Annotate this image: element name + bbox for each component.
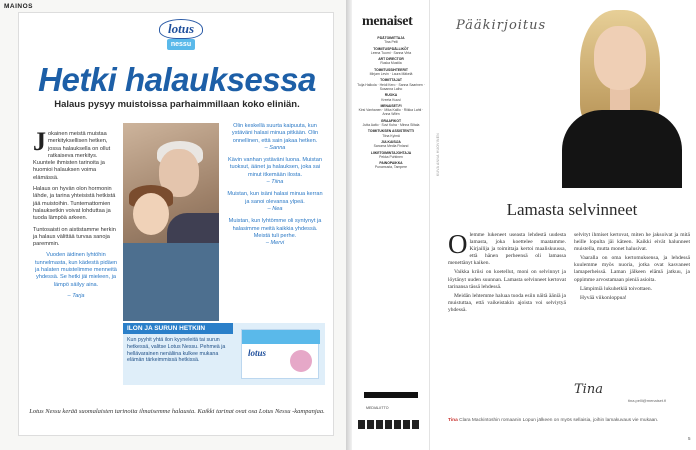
advertisement-page <box>0 0 346 450</box>
testimonial-signature: – Sanna <box>264 144 286 151</box>
ad-label: MAINOS <box>4 3 33 10</box>
staff-role: GRAAFIKOT <box>380 118 402 123</box>
testimonial-text: Muistan, kun lyhtömme oli syntynyt ja halasimme meitä kaikkia yhdessä. Meistä tuli perhe. <box>228 218 322 239</box>
article-paragraph: Hyvää viikonloppua! <box>580 294 627 301</box>
pack-logo: lotus <box>248 348 267 358</box>
ad-testimonials-column <box>225 123 325 252</box>
staff-names: Jutta Aalto · Suvi Kuha · Minna Siltala <box>362 123 420 128</box>
staff-role: JULKAISIJA <box>381 139 401 144</box>
staff-names: Tiina Kylmä <box>382 133 400 138</box>
ad-headline: Hetki halauksessa <box>38 61 316 98</box>
promo-box <box>123 323 325 385</box>
editor-email[interactable]: tina.pelli@menaiset.fi <box>628 398 667 403</box>
staff-role: TOIMITUSPÄÄLLIKÖT <box>373 46 409 51</box>
ad-card <box>18 12 334 436</box>
logo-sub: nessu <box>167 39 195 50</box>
article-dropcap: O <box>448 229 468 259</box>
staff-role: MENAISET.FI <box>380 103 402 108</box>
staff-role: LIIKETOIMINTAJOHTAJA <box>370 150 412 155</box>
testimonial <box>225 123 325 152</box>
image-caption <box>448 418 686 424</box>
staff-role: TOIMITUSSIHTEERIT <box>374 67 408 72</box>
barcode-strip <box>358 420 420 429</box>
staff-list <box>356 34 426 170</box>
staff-role: TOIMITTAJAT <box>380 78 402 83</box>
ad-dropcap: J <box>33 127 46 156</box>
article-paragraph: Vaaralla on oma kertomuksensa, ja lehdessä kuulemme myös nuoria, jotka ovat kasvaneet lamaperheissä. Laman jälkeen elämä jatkuu, ja oppimme arvostamaan pieniä asioita. <box>574 255 690 283</box>
editor-signature-block <box>574 382 690 403</box>
testimonial <box>225 218 325 247</box>
ad-paragraph: Halaus on hyvän olon hormonin lähde, ja tarina yhteisistä hetkistä jää muistoihin. Tuntemattomien halauksetkin voivat lohduttaa ja tuoda lämpöä arkeen. <box>33 186 116 222</box>
testimonial-text: Olin keskellä suurta kaipuuta, kun ystäväni halasi minua pitkään. Olin onnellinen, että sain jakaa hetken. <box>231 123 319 144</box>
promo-title: ILON JA SURUN HETKIIN <box>123 323 233 334</box>
ad-quote: Vuoden äidinen lyhtöhin tunnelmasta, kun kädestä pidäen ja halaten muistelimme menneitä yhdessä. Se hetki jäi mieleen, ja lämpö säilyy aina. <box>34 252 118 288</box>
flower-graphic <box>290 350 312 372</box>
staff-names: Tuija Halkola · Heidi Kero · Sanna Saarinen · Susanna Laiho <box>357 82 425 91</box>
staff-names: Kreeta Kuusi <box>381 97 401 102</box>
editor-signature: Tina <box>574 382 603 397</box>
staff-names: Punamusta, Tampere <box>374 165 408 170</box>
promo-text: Kun pyyhit yhtä ilon kyyneleitä tai surun hetkessä, valitse Lotus Nessu. Pehmeä ja hellävarainen nenäliina kulkee mukana elämän tärkeimmissä hetkissä. <box>127 337 226 364</box>
staff-role: ART DIRECTOR <box>378 57 404 62</box>
ad-paragraph: Tuntosaisti on aististamme herkin ja halaus välittää turvaa sanoja paremmin. <box>33 226 116 248</box>
caption-lead: Tina <box>448 418 458 423</box>
testimonial-text: Kävin vanhan ystäväni luona. Muistan tuoksut, äänet ja halauksen, joka sai minut itkemään ilosta. <box>228 157 322 178</box>
section-label: Pääkirjoitus <box>456 18 547 33</box>
article-column-2 <box>574 232 690 304</box>
article-paragraph: lemme lukeneet useasta lehdestä uudesta lamasta, joka koettelee maatamme. Kirjailija ja toimittaja kertoi maaliskuussa, että hänen perheensä oli lamassa menettänyt kaiken. <box>448 232 566 267</box>
staff-names: Sanoma Media Finland <box>373 144 409 149</box>
caption-text: Clara Mackintoshin romaanin Lopun jälkeen on myös sellaisia, joihin lamakuvaus vie mukaan. <box>459 418 659 423</box>
lotus-nessu-logo <box>159 19 203 55</box>
testimonial-signature: – Mervi <box>265 240 285 247</box>
ad-text-column-1 <box>33 127 119 304</box>
staff-names: Kirsi Vanhanen · Mika Kallio · Riikka Lahti · Anna Wilén <box>358 108 424 117</box>
article-column-1 <box>448 229 566 316</box>
testimonial-signature: – Nea <box>267 205 283 212</box>
logo-brand: lotus <box>159 19 203 39</box>
editor-portrait <box>548 0 696 188</box>
staff-role: PÄÄTOIMITTAJA <box>377 36 405 40</box>
testimonial-text: Muistan, kun isäni halasi minua kerran ja sanoi olevansa ylpeä. <box>227 191 323 205</box>
article-paragraph: selvityt ihmiset kertovat, miten he jaksoivat ja mitä heille lopulta jäi käteen. Kaikki eivät halunneet muistella, mutta monet halusivat. <box>574 232 690 253</box>
staff-role: TOIMITUKSEN ASSISTENTTI <box>367 129 415 134</box>
testimonial <box>225 191 325 213</box>
staff-names: Tina Pelli <box>384 40 398 45</box>
ad-footer-note: Lotus Nessu kerää suomalaisten tarinoita ilmaisemme halausta. Kaikki tarinat ovat osa Lotus Nessu -kampanjaa. <box>29 408 325 415</box>
magazine-title: menaiset <box>362 14 413 29</box>
article-title: Lamasta selvinneet <box>506 200 638 219</box>
ad-quote-signature: – Tarja <box>67 292 85 299</box>
staff-names: Mirjam Levin · Laura Mäkelä <box>369 72 413 77</box>
staff-names: Pekka Puhtinen <box>379 154 403 159</box>
staff-names: Ruska Mustila <box>380 61 402 66</box>
photo-credit <box>436 96 442 176</box>
article-paragraph: Meidän lehtemme haluaa tuoda esiin näitä ääniä ja muistuttaa, että vaikeistakin ajoista voi selviytyä yhdessä. <box>448 292 566 313</box>
medialiitto-logo <box>364 392 418 398</box>
tissue-pack-image <box>241 329 319 379</box>
ad-paragraph: okainen meistä muistaa merkityksellisen hetken, jossa halauksella on ollut ratkaiseva merkitys. Kuuntele ihmisten tarinoita ja huomioi halauksen voima elämässä. <box>33 131 111 181</box>
article-paragraph: Vaikka kriisi on koetellut, moni on selvinnyt ja löytänyt uuden suunnan. Lamasta selvinneet kertovat tarinansa tässä lehdessä. <box>448 269 566 290</box>
article-paragraph: Lämpimiä lukuhetkiä toivottaen. <box>580 285 652 292</box>
medialiitto-text: MEDIALIITTO <box>366 406 389 410</box>
grandfather-child-photo <box>123 123 219 321</box>
page-number: 5 <box>688 436 691 441</box>
ad-subheadline: Halaus pysyy muistoissa parhaimmillaan koko eliniän. <box>54 99 300 110</box>
testimonial-signature: – Tiina <box>266 179 284 186</box>
staff-role: RUOKA <box>384 93 398 98</box>
testimonial <box>225 157 325 186</box>
masthead-column <box>352 0 430 450</box>
editorial-page <box>352 0 696 450</box>
staff-role: PAINOPAIKKA <box>379 161 403 166</box>
staff-names: Leena Tuomi · Sanna Virta <box>370 50 412 55</box>
photo-credit-text: KUVA ANNA HUOVINEN <box>436 132 440 176</box>
